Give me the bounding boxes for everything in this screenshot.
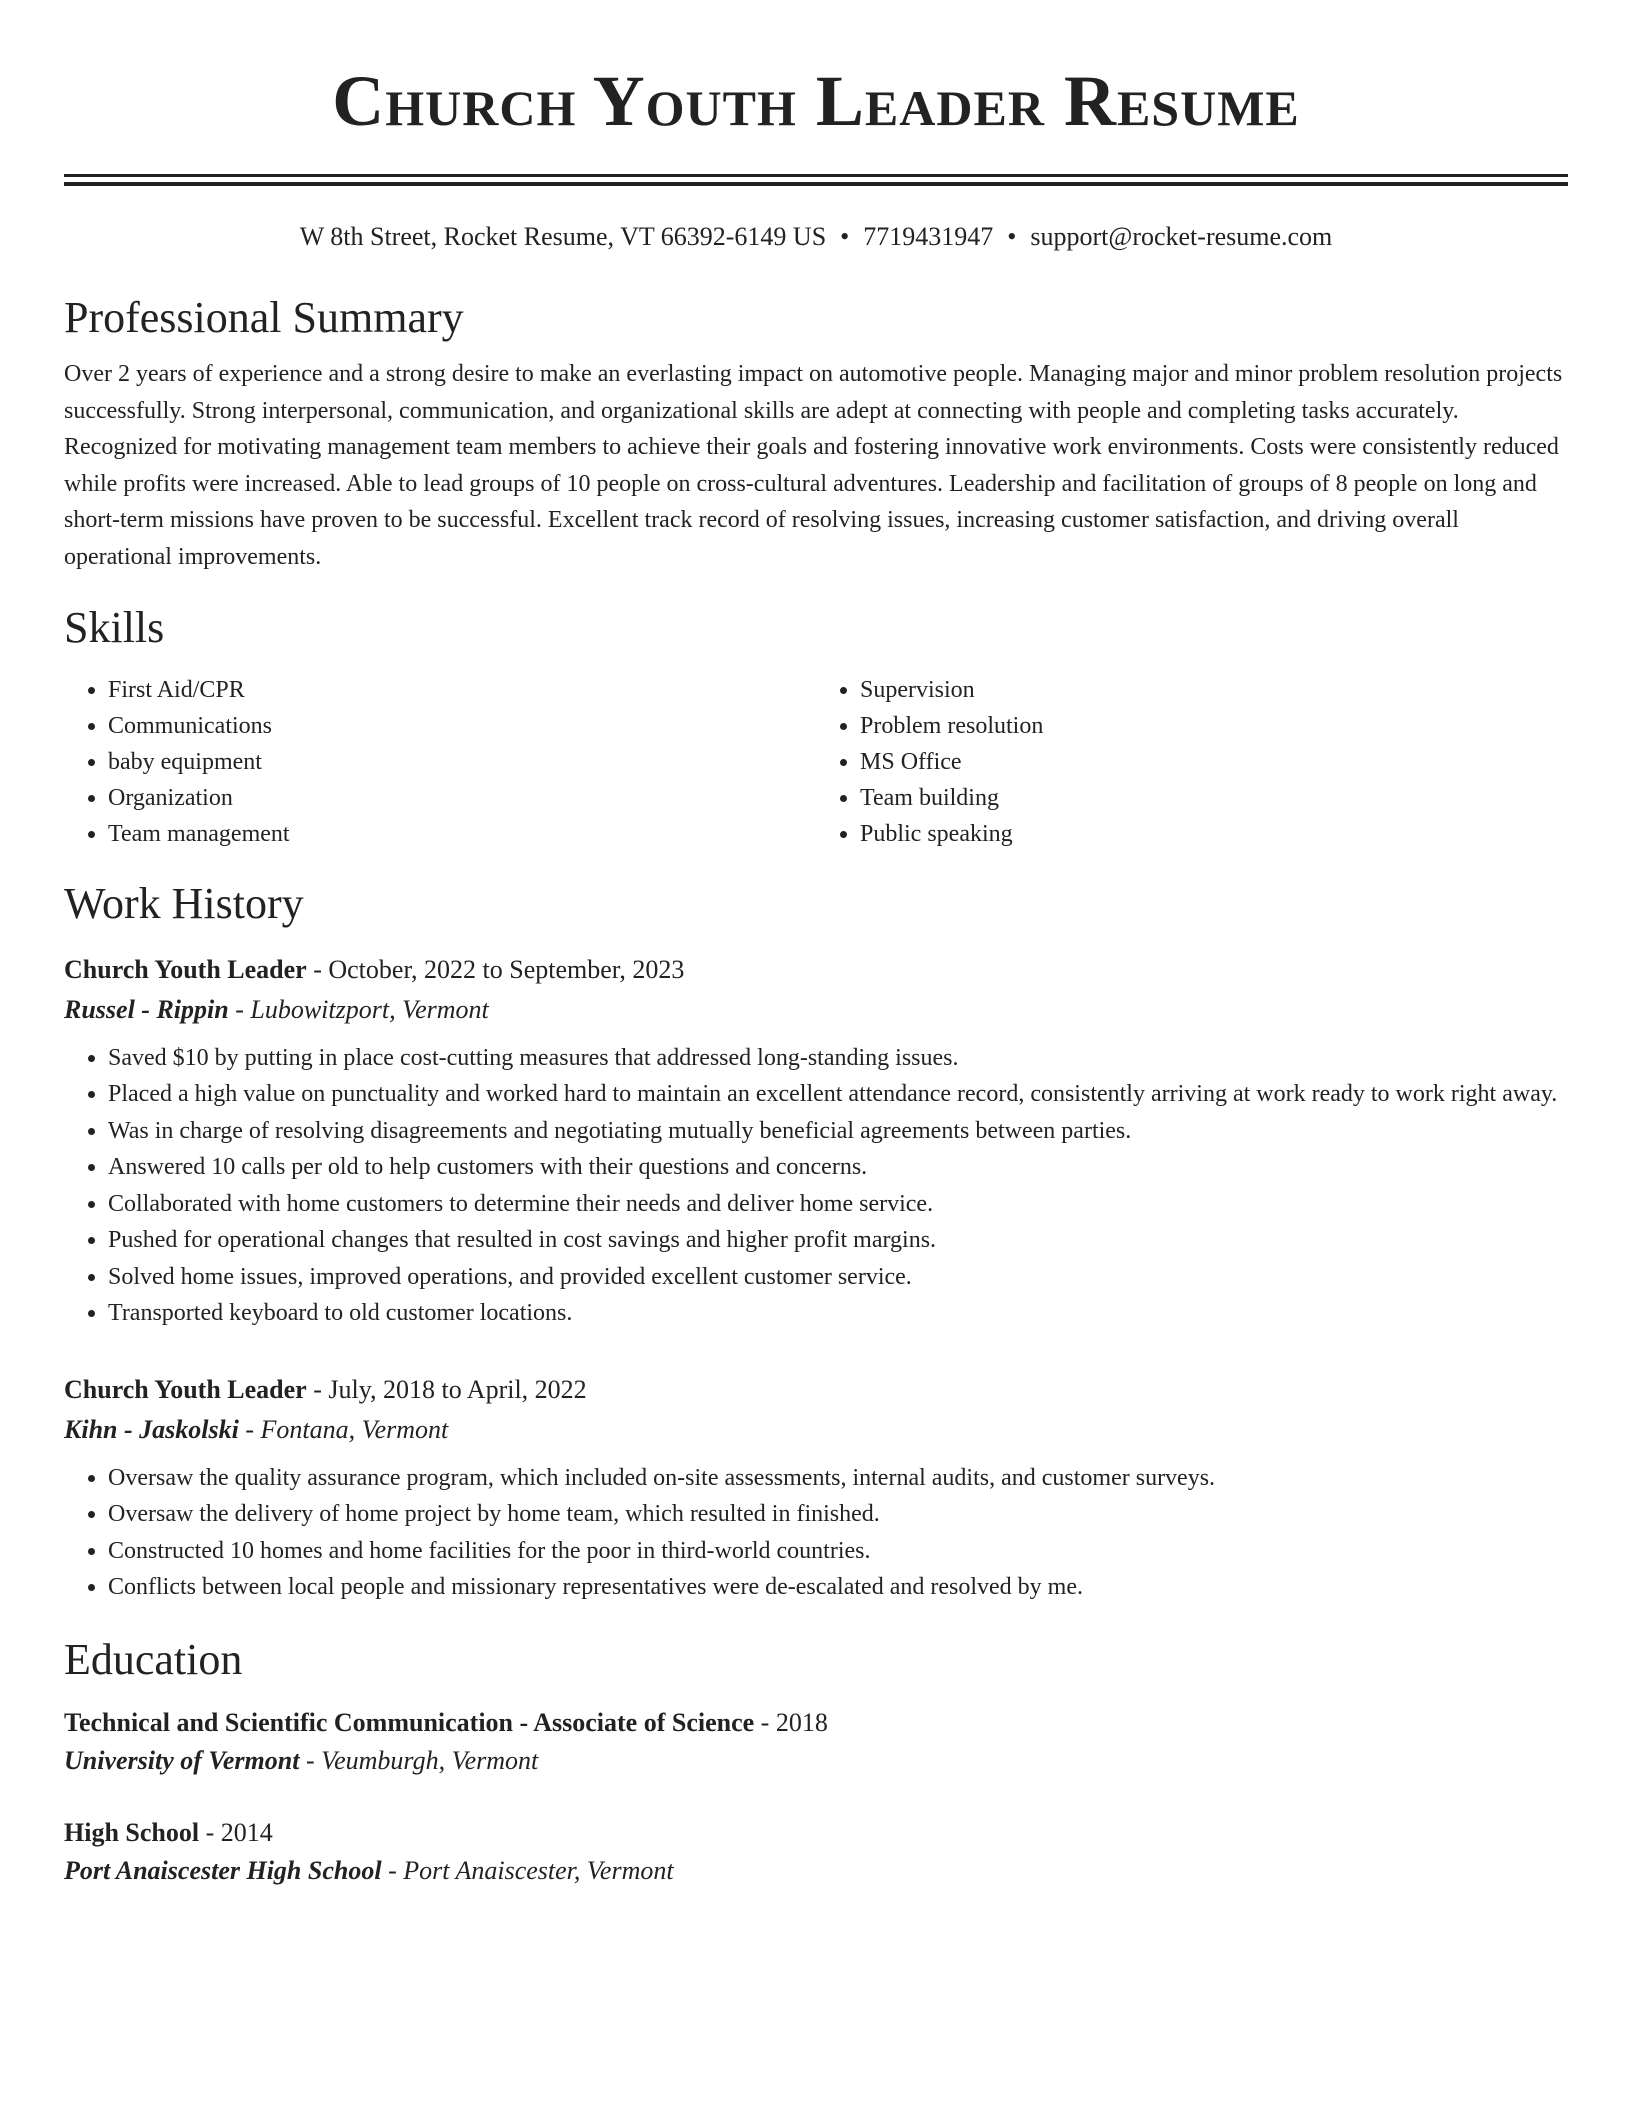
job-bullet: • Solved home issues, improved operations, and provided excellent customer service. (108, 1259, 1568, 1296)
education-header (64, 1704, 1568, 1742)
skill-item: • baby equipment (108, 744, 816, 780)
skill-item: • Supervision (860, 672, 1568, 708)
education-location: - Port Anaiscester, Vermont (381, 1855, 674, 1885)
title-divider (64, 174, 1568, 186)
contact-address: W 8th Street, Rocket Resume, VT 66392-6149 US (299, 222, 827, 251)
job-entry (64, 950, 1568, 1332)
skill-item: • Public speaking (860, 816, 1568, 852)
skill-item: • Team building (860, 780, 1568, 816)
job-bullet: • Collaborated with home customers to determine their needs and deliver home service. (108, 1186, 1568, 1223)
education-header (64, 1814, 1568, 1852)
job-bullets (64, 1040, 1568, 1332)
job-bullet: • Pushed for operational changes that resulted in cost savings and higher profit margins. (108, 1222, 1568, 1259)
job-location: - Lubowitzport, Vermont (228, 994, 489, 1024)
education-year: - 2014 (199, 1817, 273, 1847)
education-location: - Veumburgh, Vermont (299, 1745, 539, 1775)
education-degree: High School (64, 1817, 200, 1847)
job-header (64, 950, 1568, 990)
skill-item: • Communications (108, 708, 816, 744)
skill-item: • Organization (108, 780, 816, 816)
job-company: Kihn - Jaskolski (64, 1414, 239, 1444)
education-school: Port Anaiscester High School (64, 1855, 382, 1885)
skills-heading: Skills (64, 602, 165, 652)
job-bullet: • Conflicts between local people and missionary representatives were de-escalated and resolved by me. (108, 1569, 1568, 1606)
job-bullet: • Placed a high value on punctuality and worked hard to maintain an excellent attendance record, consistently arriving at work ready to work right away. (108, 1076, 1568, 1113)
education-institution (64, 1852, 1568, 1890)
job-title: Church Youth Leader (64, 954, 307, 984)
job-company: Russel - Rippin (64, 994, 229, 1024)
work-history-heading: Work History (64, 878, 304, 928)
skills-column-right (816, 672, 1568, 852)
contact-email: support@rocket-resume.com (1030, 222, 1333, 251)
skill-item: • Problem resolution (860, 708, 1568, 744)
education-school: University of Vermont (64, 1745, 300, 1775)
education-entry (64, 1814, 1568, 1890)
contact-line (64, 220, 1568, 254)
education-year: - 2018 (754, 1707, 828, 1737)
job-bullet: • Was in charge of resolving disagreements and negotiating mutually beneficial agreements between parties. (108, 1113, 1568, 1150)
job-bullet: • Oversaw the quality assurance program, which included on-site assessments, internal audits, and customer surveys. (108, 1460, 1568, 1497)
job-bullet: • Answered 10 calls per old to help customers with their questions and concerns. (108, 1149, 1568, 1186)
resume-title: Church Youth Leader Resume (332, 61, 1300, 141)
job-bullets (64, 1460, 1568, 1606)
contact-phone: 7719431947 (863, 222, 994, 251)
skills-list (64, 672, 1568, 852)
skill-item: • Team management (108, 816, 816, 852)
job-header (64, 1370, 1568, 1410)
job-employer (64, 1410, 1568, 1450)
job-bullet: • Saved $10 by putting in place cost-cutting measures that addressed long-standing issues. (108, 1040, 1568, 1077)
contact-separator: • (1007, 222, 1017, 251)
education-degree: Technical and Scientific Communication - Associate of Science (64, 1707, 755, 1737)
job-bullet: • Oversaw the delivery of home project by home team, which resulted in finished. (108, 1496, 1568, 1533)
job-location: - Fontana, Vermont (238, 1414, 449, 1444)
job-dates: - July, 2018 to April, 2022 (306, 1374, 587, 1404)
job-bullet: • Transported keyboard to old customer locations. (108, 1295, 1568, 1332)
skills-column-left (64, 672, 816, 852)
job-bullet: • Constructed 10 homes and home facilities for the poor in third-world countries. (108, 1533, 1568, 1570)
education-entry (64, 1704, 1568, 1780)
education-heading: Education (64, 1634, 243, 1684)
education-institution (64, 1742, 1568, 1780)
contact-separator: • (840, 222, 850, 251)
summary-text: Over 2 years of experience and a strong desire to make an everlasting impact on automotive people. Managing major and minor problem resolution projects successfully. Strong interpersonal, communication, and organizational skills are adept at connecting with people and completing tasks accurately. Recognized for motivating management team members to achieve their goals and fostering innovative work environments. Costs were consistently reduced while profits were increased. Able to lead groups of 10 people on cross-cultural adventures. Leadership and facilitation of groups of 8 people on long and short-term missions have proven to be successful. Excellent track record of resolving issues, increasing customer satisfaction, and driving overall operational improvements. (64, 361, 1563, 570)
job-dates: - October, 2022 to September, 2023 (306, 954, 685, 984)
skill-item: • MS Office (860, 744, 1568, 780)
job-entry (64, 1370, 1568, 1606)
skill-item: • First Aid/CPR (108, 672, 816, 708)
job-title: Church Youth Leader (64, 1374, 307, 1404)
summary-heading: Professional Summary (64, 293, 464, 342)
job-employer (64, 990, 1568, 1030)
